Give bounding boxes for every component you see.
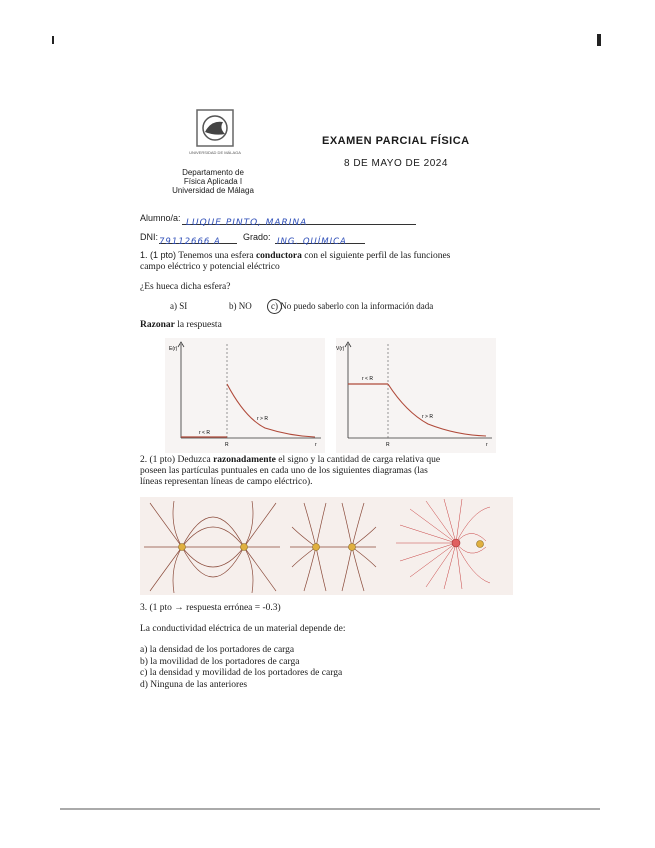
grado-field[interactable] (275, 231, 365, 247)
name-field[interactable] (182, 212, 416, 228)
graph-e-outer-label: r > R (257, 416, 268, 422)
q2-statement (140, 455, 515, 488)
q1-option-b[interactable]: b) NO (229, 301, 252, 311)
charge-2a (313, 544, 320, 551)
name-value: LUQUE PINTO, MARINA (186, 218, 308, 228)
q1-option-a[interactable]: a) SI (170, 301, 188, 311)
scan-edge-mark-left (52, 36, 54, 44)
q1-reason (140, 320, 222, 331)
q3-option-d[interactable]: d) Ninguna de las anteriores (140, 679, 248, 690)
q1-option-c[interactable]: c) No puedo saberlo con la información dada (271, 301, 434, 311)
q1-bold: conductora (255, 251, 302, 261)
graph-electric-field (165, 338, 325, 453)
graph-e-xtick: R (225, 442, 229, 448)
graph-v-inner-label: r < R (362, 376, 373, 382)
q2-line3: líneas representan líneas de campo eléctrico). (140, 477, 313, 487)
name-label: Alumno/a: (140, 213, 181, 223)
department-block (158, 168, 268, 195)
dni-label: DNI: (140, 232, 158, 242)
grado-value: ING. QUÍMICA (277, 237, 347, 247)
scan-edge-mark-right (597, 34, 601, 46)
charge-3-strong (452, 539, 460, 547)
q1-number: 1. (1 pto) (140, 250, 177, 260)
q3-header: 3. (1 pto → respuesta errónea = -0.3) (140, 603, 281, 613)
department-line: Departamento de (182, 168, 244, 177)
q1-statement (140, 250, 515, 273)
charge-2b (349, 544, 356, 551)
q3-statement: La conductividad eléctrica de un material depende de: (140, 624, 346, 634)
q3-option-c[interactable]: c) la densidad y movilidad de los portadores de carga (140, 668, 343, 678)
dni-value: 79112666 A (159, 237, 221, 247)
charge-1b (241, 544, 248, 551)
department-line: Universidad de Málaga (172, 186, 254, 195)
potential-outer-curve (388, 384, 486, 436)
logo-text: UNIVERSIDAD DE MÁLAGA (189, 150, 241, 155)
graph-v-outer-label: r > R (422, 414, 433, 420)
graph-v-ylabel: V(r) (336, 346, 345, 352)
q2-bold: razonadamente (213, 455, 276, 465)
q3-options (140, 645, 342, 691)
q2-number: 2. (1 pto) (140, 455, 176, 465)
exam-title: EXAMEN PARCIAL FÍSICA (322, 135, 470, 147)
q2-line2: poseen las partículas puntuales en cada uno de los siguientes diagramas (las (140, 466, 428, 476)
q1-text-after: con el siguiente perfil de las funciones (304, 251, 451, 261)
q3-option-a[interactable]: a) la densidad de los portadores de carga (140, 645, 295, 655)
q1-reason-rest: la respuesta (177, 320, 222, 330)
field-outer-curve (227, 384, 315, 437)
graph-electric-potential (336, 338, 496, 453)
dni-field[interactable] (159, 231, 237, 247)
grado-label: Grado: (243, 232, 271, 242)
charge-1a (179, 544, 186, 551)
q1-subquestion: ¿Es hueca dicha esfera? (140, 282, 231, 292)
graph-e-ylabel: E(r) (169, 346, 178, 352)
field-line-diagrams (140, 497, 513, 595)
graph-e-xlabel: r (315, 442, 317, 448)
graph-e-inner-label: r < R (199, 430, 210, 436)
graph-v-xtick: R (386, 442, 390, 448)
q1-reason-bold: Razonar (140, 320, 175, 330)
q2-text-after: el signo y la cantidad de carga relativa que (278, 455, 441, 465)
exam-date: 8 DE MAYO DE 2024 (344, 158, 448, 169)
scan-bottom-edge (60, 808, 600, 810)
q1-text-before: Tenemos una esfera (178, 251, 254, 261)
q3-option-b[interactable]: b) la movilidad de los portadores de carga (140, 656, 300, 667)
q1-line2: campo eléctrico y potencial eléctrico (140, 262, 280, 272)
department-line: Física Aplicada I (183, 177, 243, 186)
graph-v-xlabel: r (486, 442, 488, 448)
university-logo (189, 108, 241, 164)
q2-text-before: Deduzca (177, 455, 211, 465)
charge-3-weak (477, 541, 484, 548)
